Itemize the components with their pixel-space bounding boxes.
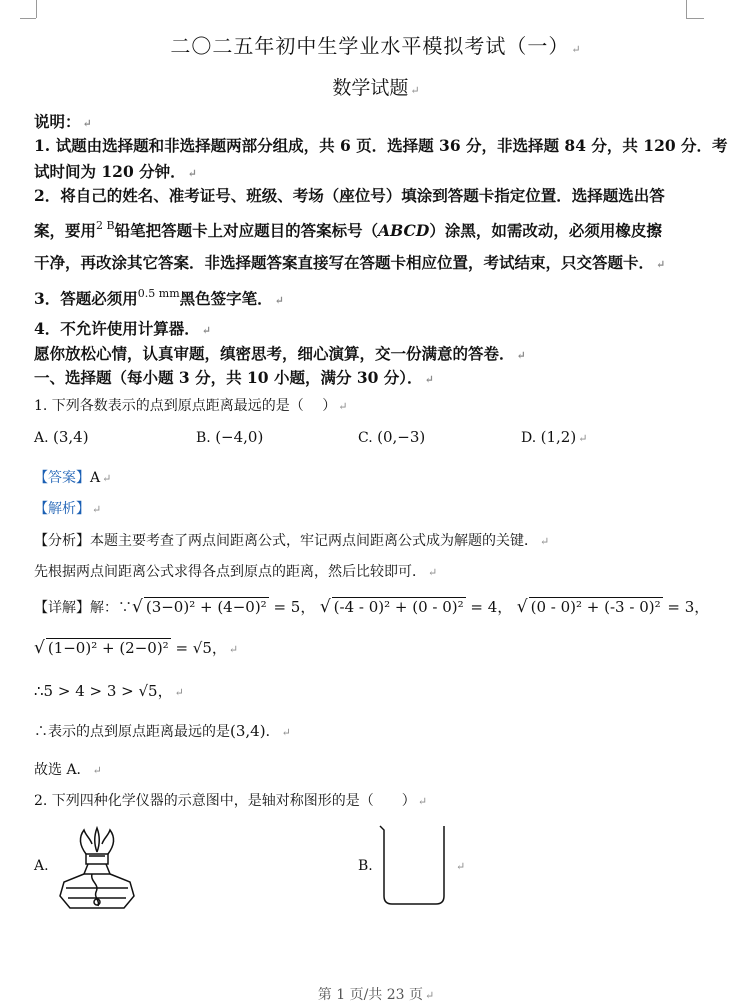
note-3: 3．答题必须用$^{0.5 mm}$黑色签字笔． ↵ bbox=[34, 287, 284, 308]
note-1b: 试时间为 120 分钟． ↵ bbox=[34, 162, 197, 181]
q1-conclusion: ∴表示的点到原点距离最远的是(3,4)． ↵ bbox=[34, 722, 291, 740]
note-2a: 2．将自己的姓名、准考证号、班级、考场（座位号）填涂到答题卡指定位置．选择题选出答 bbox=[34, 186, 665, 205]
note-4: 4．不允许使用计算器． ↵ bbox=[34, 319, 212, 338]
corner-mark-top-right bbox=[686, 0, 687, 18]
corner-mark-top-left-h bbox=[20, 18, 36, 19]
q1-answer: 【答案】A ↵ bbox=[34, 470, 112, 486]
q1-option-c: C. (0,−3) bbox=[358, 428, 426, 446]
q1-option-a: A. (3,4) bbox=[34, 428, 89, 446]
corner-mark-top-left bbox=[36, 0, 37, 18]
notes-heading: 说明： ↵ bbox=[34, 112, 92, 131]
q1-method: 先根据两点间距离公式求得各点到原点的距离，然后比较即可． ↵ bbox=[34, 564, 438, 580]
note-2c: 干净，再改涂其它答案．非选择题答案直接写在答题卡相应位置，考试结束，只交答题卡． ↵ bbox=[34, 253, 666, 272]
q1-fenxi: 【分析】本题主要考查了两点间距离公式，牢记两点间距离公式成为解题的关键． ↵ bbox=[34, 533, 550, 549]
note-2b: 案，要用$^{2 B}$铅笔把答题卡上对应题目的答案标号（ABCD）涂黑，如需改动，必须用橡皮擦 bbox=[34, 219, 662, 240]
note-5: 愿你放松心情，认真审题，缜密思考，细心演算，交一份满意的答卷． ↵ bbox=[34, 344, 526, 363]
exam-subtitle: 数学试题 ↵ bbox=[332, 77, 420, 99]
note-1a: 1. 试题由选择题和非选择题两部分组成，共 6 页．选择题 36 分，非选择题 84 分，共 120 分．考 bbox=[34, 136, 728, 155]
q2-option-b-label: B. bbox=[358, 858, 373, 874]
section-heading: 一、选择题（每小题 3 分，共 10 小题，满分 30 分）． ↵ bbox=[34, 368, 434, 387]
q1-detail: 【详解】解：∵√ (3−0)² + (4−0)² = 5， √ (-4 - 0)² + (0 - 0)² = 4， √ (0 - 0)² + (-3 - 0)² = 3， bbox=[34, 597, 710, 617]
exam-title: 二〇二五年初中生学业水平模拟考试（一） ↵ bbox=[170, 34, 582, 58]
q1-stem: 1. 下列各数表示的点到原点距离最远的是（ ） ↵ bbox=[34, 398, 348, 414]
q1-compare: ∴5 > 4 > 3 > √5， ↵ bbox=[34, 682, 184, 700]
q1-choose: 故选 A． ↵ bbox=[34, 762, 102, 778]
q2-option-b-mark: ↵ bbox=[456, 860, 466, 873]
q1-analysis-tag: 【解析】 ↵ bbox=[34, 501, 102, 517]
q1-option-d: D. (1,2) ↵ bbox=[521, 428, 588, 446]
q2-option-a-label: A. bbox=[34, 858, 49, 874]
q2-stem: 2. 下列四种化学仪器的示意图中，是轴对称图形的是（ ） ↵ bbox=[34, 793, 428, 809]
q1-detail-2: √ (1−0)² + (2−0)² = √5， ↵ bbox=[34, 638, 239, 658]
alcohol-lamp-figure bbox=[56, 826, 138, 912]
page-footer: 第 1 页/共 23 页 ↵ bbox=[317, 987, 435, 1003]
corner-mark-top-right-h bbox=[686, 18, 704, 19]
q1-option-b: B. (−4,0) bbox=[196, 428, 264, 446]
beaker-figure bbox=[378, 824, 452, 906]
